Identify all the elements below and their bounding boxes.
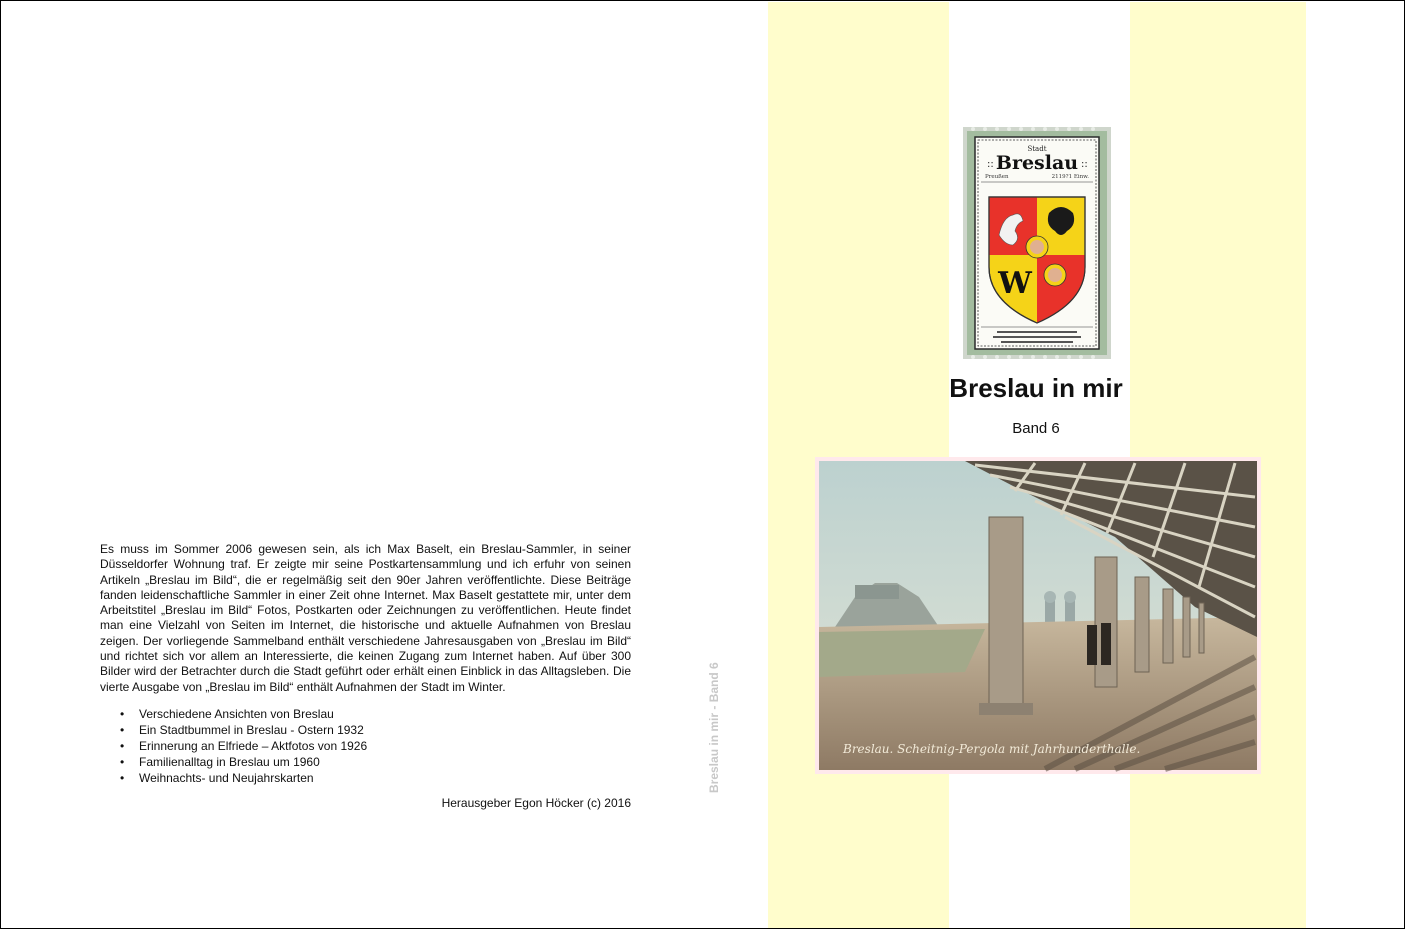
cover-volume: Band 6 [1012,420,1060,437]
list-item: • Ein Stadtbummel in Breslau - Ostern 1932 [120,723,364,737]
list-item: • Weihnachts- und Neujahrskarten [120,771,314,785]
bullet-icon: • [120,739,125,753]
stamp-sub-right: 2119?1 Einw. [1051,174,1089,180]
back-cover-blurb: Es muss im Sommer 2006 gewesen sein, als ich Max Baselt, ein Breslau-Sammler, in seiner Düsseldorfer Wohnung traf. Er zeigte mir seine Postkartensammlung und ich erfuhr von seinen Artikeln „Breslau im Bild“, die er regelmäßig seit den 90er Jahren veröffentlichte. Diese Beiträge fanden leidenschaftliche Sammler in einer Zeit ohne Internet. Max Baselt gestattete mir, unter dem Arbeitstitel „Breslau im Bild“ Fotos, Postkarten oder Zeichnungen zu veröffentlichen. Heute findet man eine Vielzahl von Seiten im Internet, die historische und aktuelle Aufnahmen von Breslau zeigen. Der vorliegende Sammelband enthält verschiedene Jahresausgaben von „Breslau im Bild“ und richtet sich vor allem an Interessierte, die keinen Zugang zum Internet haben. Auf über 300 Bilder wird der Betrachter durch die Stadt geführt oder erhält einen Einblick in das Alltagsleben. Die vierte Ausgabe von „Breslau im Bild“ enthält Aufnahmen der Stadt im Winter. [100,542,631,694]
list-item: • Familienalltag in Breslau um 1960 [120,755,320,769]
list-item: • Erinnerung an Elfriede – Aktfotos von 1926 [120,739,368,753]
stamp-top-text: Stadt [1027,145,1047,153]
postcard-caption: Breslau. Scheitnig-Pergola mit Jahrhunderthalle. [843,742,1141,756]
svg-text:::: :: [1081,159,1088,170]
stamp-city-text: Breslau [995,152,1079,174]
pergola-postcard-image [815,457,1261,774]
list-item: • Verschiedene Ansichten von Breslau [120,707,334,721]
publisher-line: Herausgeber Egon Höcker (c) 2016 [441,796,631,810]
spine-text: Breslau in mir - Band 6 [707,662,721,793]
svg-text:::: :: [987,159,994,170]
bullet-icon: • [120,771,125,785]
breslau-stamp-image [963,127,1111,359]
cover-title: Breslau in mir [949,373,1123,403]
stamp-sub-left: Preußen [985,174,1009,180]
contents-list [100,706,631,786]
bullet-icon: • [120,755,125,769]
bullet-icon: • [120,723,125,737]
bullet-icon: • [120,707,125,721]
stamp-letter: W [998,266,1032,301]
